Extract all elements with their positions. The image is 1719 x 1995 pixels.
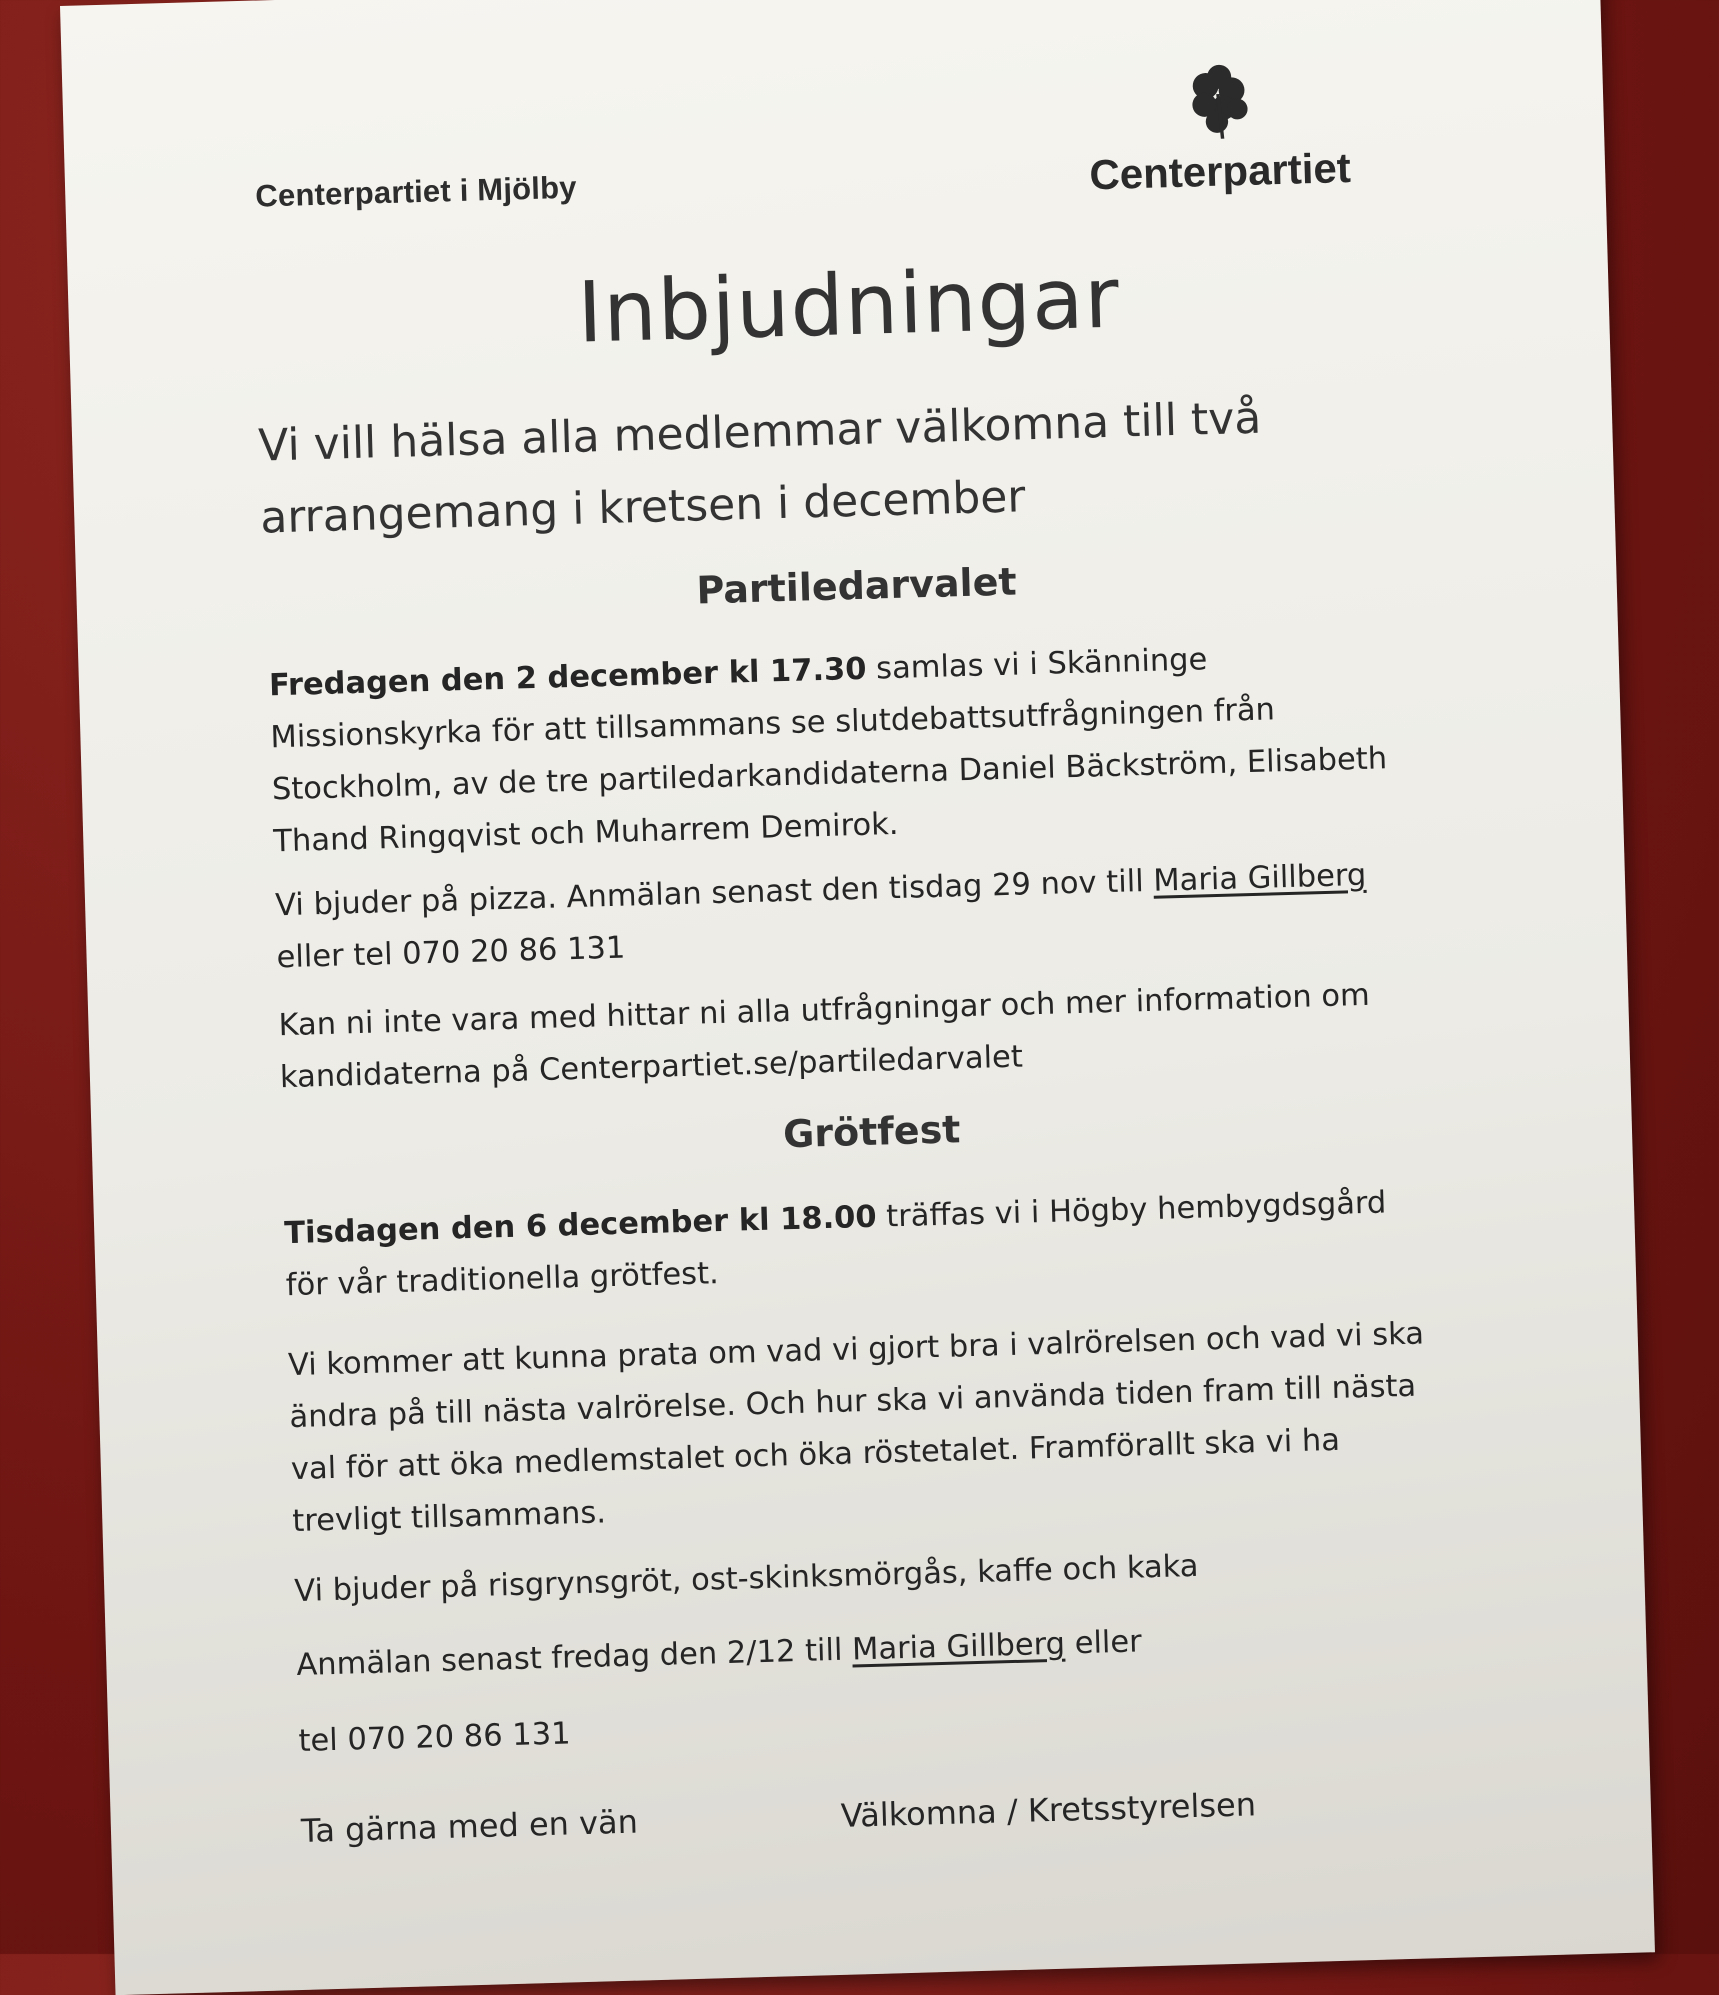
flyer-paper — [60, 0, 1655, 1995]
clover-icon — [1174, 59, 1262, 147]
event-description: samlas vi i Skänninge Missionskyrka för att tillsammans se slutdebattsutfrågningen från Stockholm, av de tre partiledarkandidaterna Daniel Bäckström, Elisabeth Thand Ringqvist och Muharrem Demirok. — [270, 642, 1388, 860]
intro-text: Vi vill hälsa alla medlemmar välkomna till två arrangemang i kretsen i december — [257, 392, 1262, 544]
rsvp-text: Anmälan senast fredag den 2/12 till — [295, 1632, 853, 1684]
grotfest-paragraph-2: Vi kommer att kunna prata om vad vi gjort bra i valrörelsen och vad vi ska ändra på till nästa valrörelse. Och hur ska vi använda tiden fram till nästa val för att öka medlemstalet och öka röstetalet. Framförallt ska vi ha trevligt tillsammans. — [287, 1316, 1425, 1540]
grotfest-paragraph-1 — [284, 1176, 1426, 1312]
contact-link-maria-gillberg[interactable]: Maria Gillberg — [851, 1626, 1066, 1668]
logo-text: Centerpartiet — [1088, 144, 1352, 199]
section-heading-partiledarvalet: Partiledarvalet — [695, 559, 1018, 613]
contact-link-maria-gillberg[interactable]: Maria Gillberg — [1152, 857, 1367, 899]
event-description: träffas vi i Högby hembygdsgård för vår traditionella grötfest. — [285, 1185, 1387, 1304]
party-logo — [1072, 56, 1366, 200]
page-title: Inbjudningar — [576, 248, 1122, 362]
footer-signature: Välkomna / Kretsstyrelsen — [840, 1785, 1257, 1835]
org-name: Centerpartiet i Mjölby — [254, 169, 578, 214]
grotfest-paragraph-3: Vi bjuder på risgrynsgröt, ost-skinksmörgås, kaffe och kaka — [293, 1548, 1199, 1610]
event-date-time: Tisdagen den 6 december kl 18.00 — [283, 1199, 878, 1252]
partiledarvalet-paragraph-2 — [274, 849, 1416, 985]
partiledarvalet-paragraph-3: Kan ni inte vara med hittar ni alla utfrågningar och mer information om kandidaterna på Centerpartiet.se/partiledarvalet — [278, 977, 1371, 1096]
grotfest-paragraph-4 — [296, 1608, 1437, 1692]
rsvp-or: eller — [1064, 1624, 1143, 1662]
section-heading-grotfest: Grötfest — [782, 1107, 961, 1157]
rsvp-text: Vi bjuder på pizza. Anmälan senast den tisdag 29 nov till — [274, 863, 1154, 924]
partiledarvalet-paragraph-1 — [268, 629, 1413, 869]
grotfest-paragraph-5: tel 070 20 86 131 — [298, 1716, 571, 1760]
rsvp-phone: eller tel 070 20 86 131 — [276, 930, 626, 976]
event-date-time: Fredagen den 2 december kl 17.30 — [268, 651, 867, 704]
footer-bring-friend: Ta gärna med en vän — [300, 1802, 639, 1850]
